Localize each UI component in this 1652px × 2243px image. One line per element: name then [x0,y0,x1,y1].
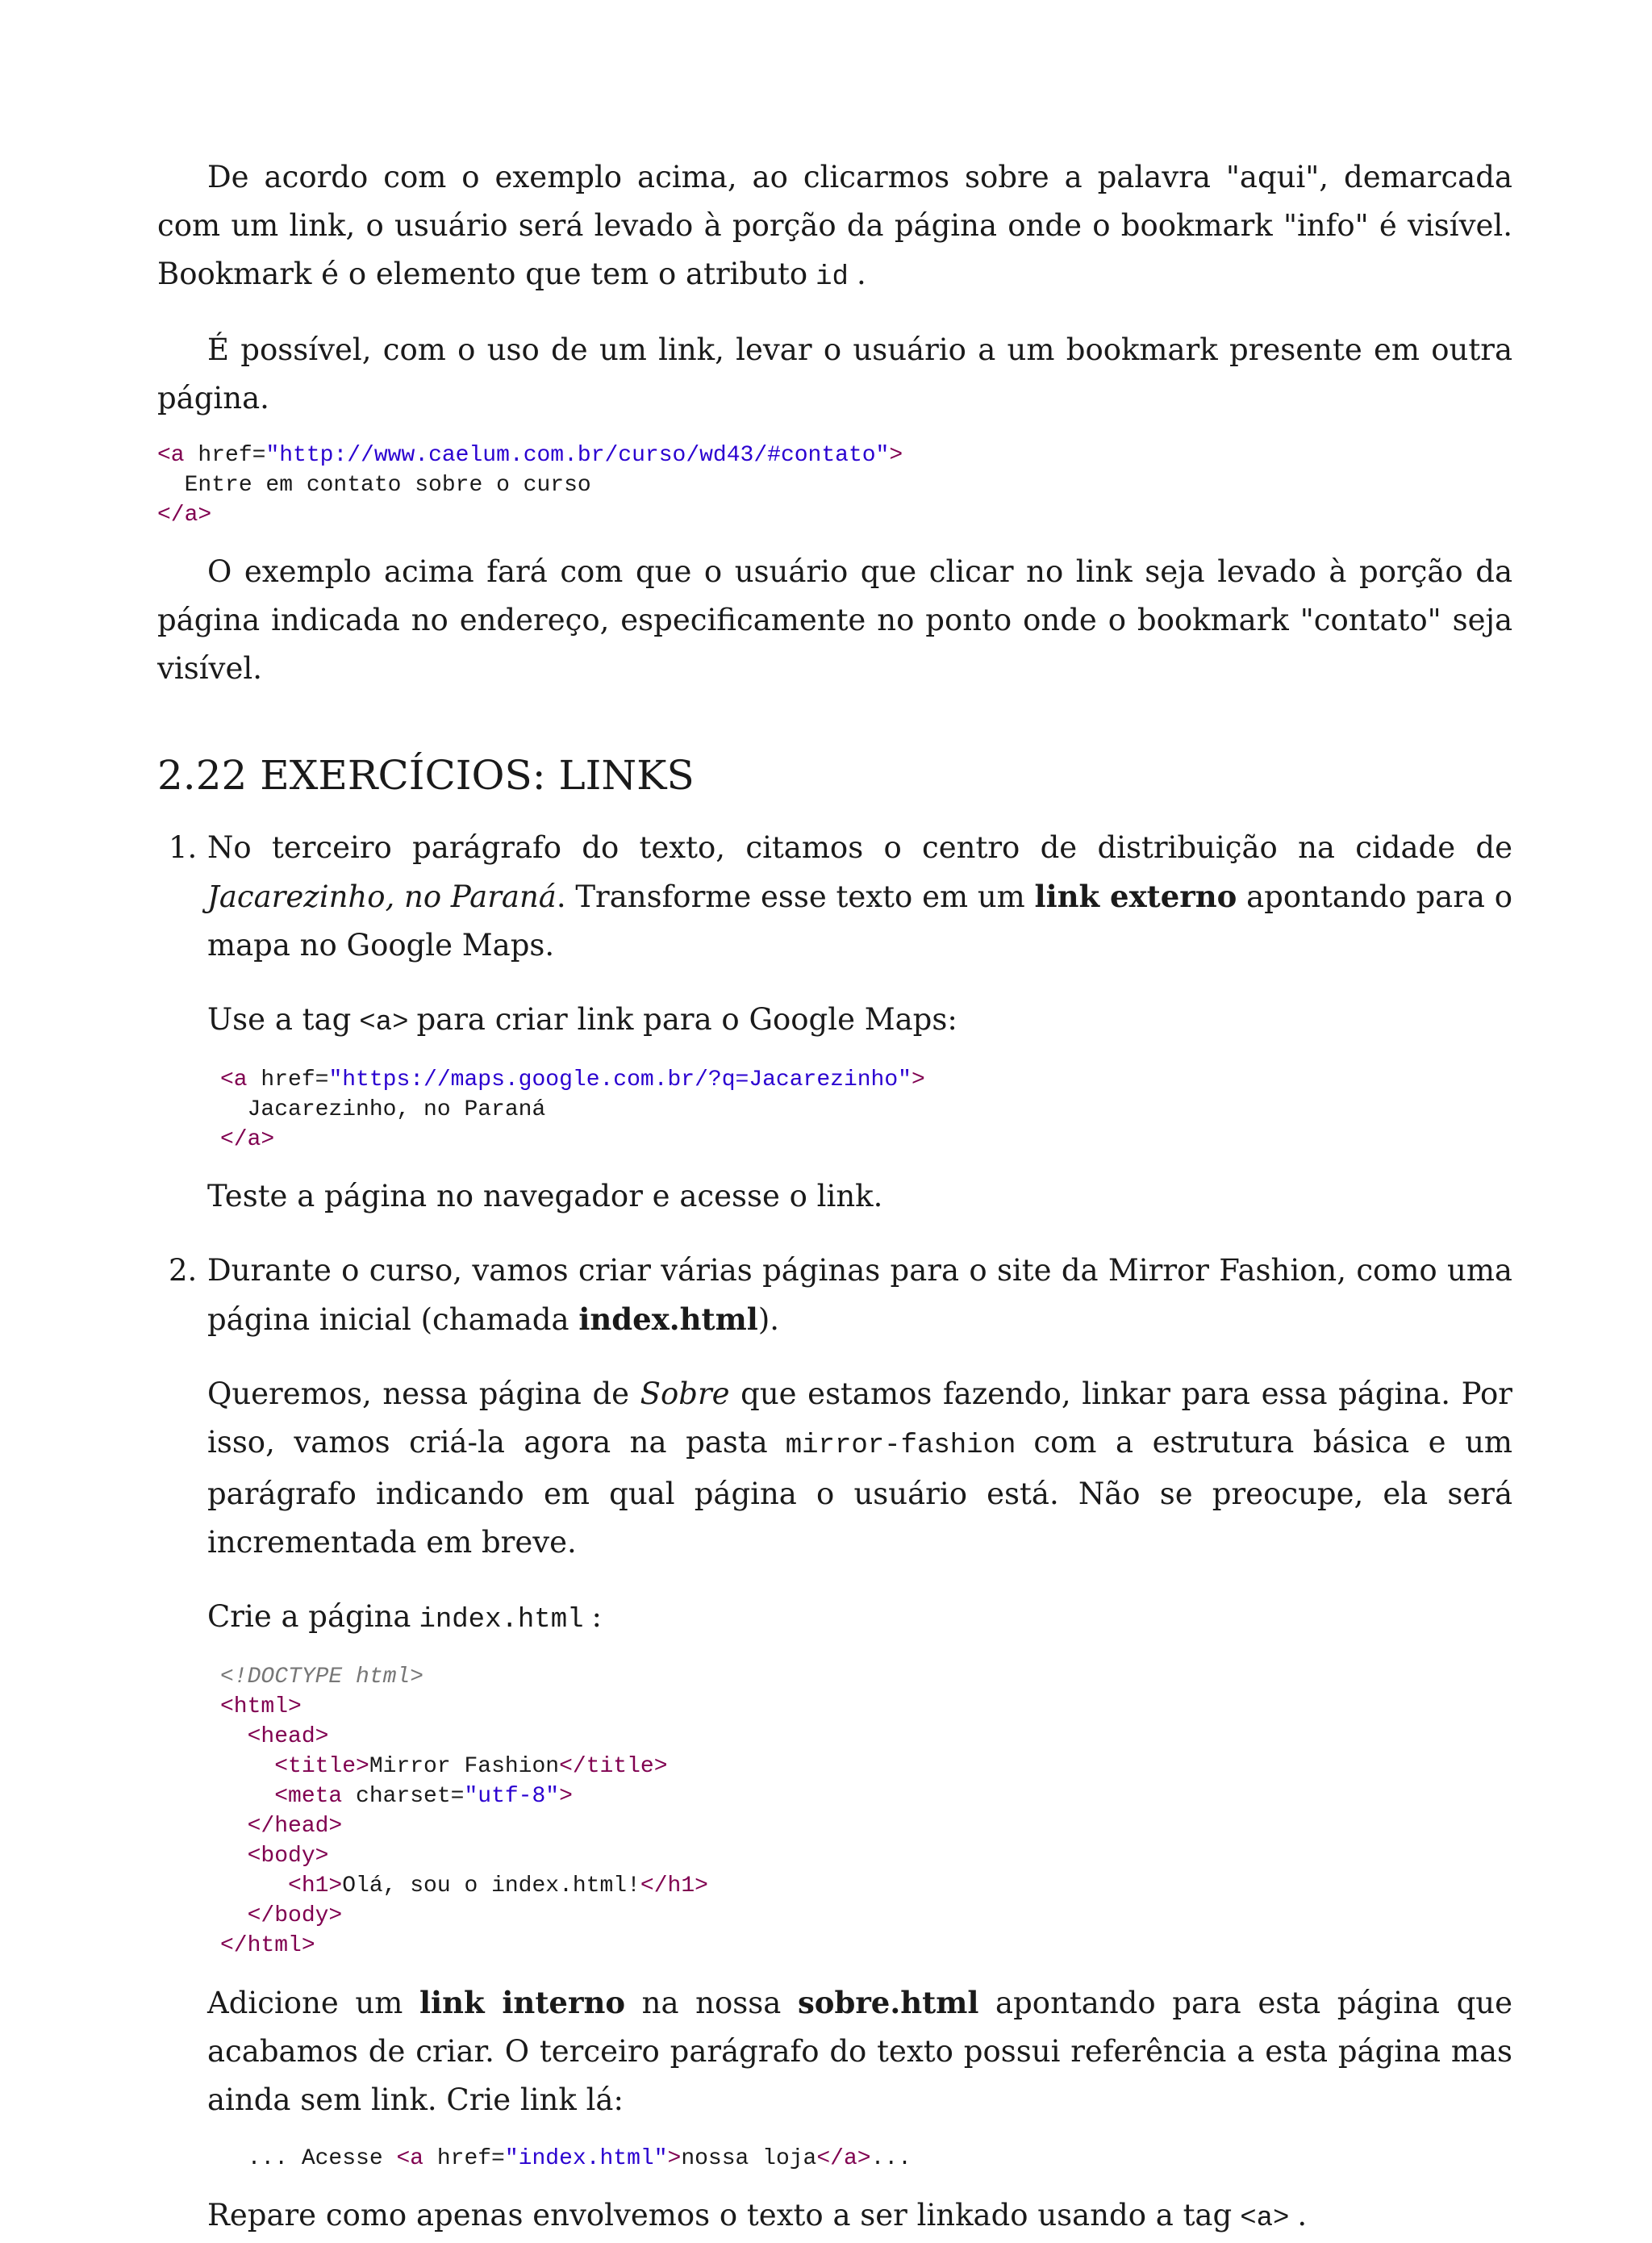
inline-code-id: id [816,262,849,293]
document-page [157,153,1512,2243]
list-number: 2. [169,1253,198,1288]
code-block-contato: <a href="http://www.caelum.com.br/curso/wd43/#contato"> Entre em contato sobre o curso </a> [157,443,903,528]
inline-code-a-tag-2: <a> [1240,2203,1290,2234]
exercise-1-paragraph-3: Teste a página no navegador e acesse o link. [207,1179,883,1213]
inline-code-folder: mirror-fashion [785,1431,1016,1461]
list-number: 1. [169,830,198,865]
code-block-maps: <a href="https://maps.google.com.br/?q=Jacarezinho"> Jacarezinho, no Paraná </a> [220,1067,925,1152]
section-title: 2.22 EXERCÍCIOS: LINKS [157,752,695,799]
exercise-item-1 [157,824,1512,1221]
intro-paragraph-3: O exemplo acima fará com que o usuário que clicar no link seja levado à porção da página indicada no endereço, especificamente no ponto onde o bookmark "contato" seja visível. [157,554,1512,686]
exercise-1-paragraph-1: No terceiro parágrafo do texto, citamos o centro de distribuição na cidade de Jacarezinho, no Paraná. Transforme esse texto em um link externo apontando para o mapa no Google Maps. [207,830,1512,963]
inline-code-a-tag: <a> [359,1008,409,1038]
exercise-item-2 [157,1247,1512,2243]
code-block-index-html: <!DOCTYPE html> <html> <head> <title>Mirror Fashion</title> <meta charset="utf-8"> </head> <body> <h1>Olá, sou o index.html!</h1> </body> </html> [220,1664,708,1958]
exercise-2-paragraph-4: Adicione um link interno na nossa sobre.html apontando para esta página que acabamos de criar. O terceiro parágrafo do texto possui referência a esta página mas ainda sem link. Crie link lá: [207,1985,1512,2117]
intro-paragraph-2: É possível, com o uso de um link, levar o usuário a um bookmark presente em outra página. [157,332,1512,416]
exercise-2-paragraph-5: Repare como apenas envolvemos o texto a ser linkado usando a tag <a> . [207,2198,1308,2234]
exercise-2-paragraph-2: Queremos, nessa página de Sobre que estamos fazendo, linkar para essa página. Por isso, vamos criá-la agora na pasta mirror-fashion com a estrutura básica e um parágrafo indicando em qual página o usuário está. Não se preocupe, ela será incrementada em breve. [207,1376,1512,1560]
exercise-2-paragraph-1: Durante o curso, vamos criar várias páginas para o site da Mirror Fashion, como uma página inicial (chamada index.html). [207,1253,1512,1337]
exercise-1-paragraph-2: Use a tag <a> para criar link para o Google Maps: [207,1002,957,1038]
intro-paragraph-1: De acordo com o exemplo acima, ao clicarmos sobre a palavra "aqui", demarcada com um link, o usuário será levado à porção da página onde o bookmark "info" é visível. Bookmark é o elemento que tem o atributo id . [157,160,1512,293]
exercise-2-paragraph-3: Crie a página index.html : [207,1599,602,1635]
inline-code-index: index.html [419,1605,584,1635]
code-block-nossa-loja: ... Acesse <a href="index.html">nossa loja</a>... [220,2146,912,2171]
